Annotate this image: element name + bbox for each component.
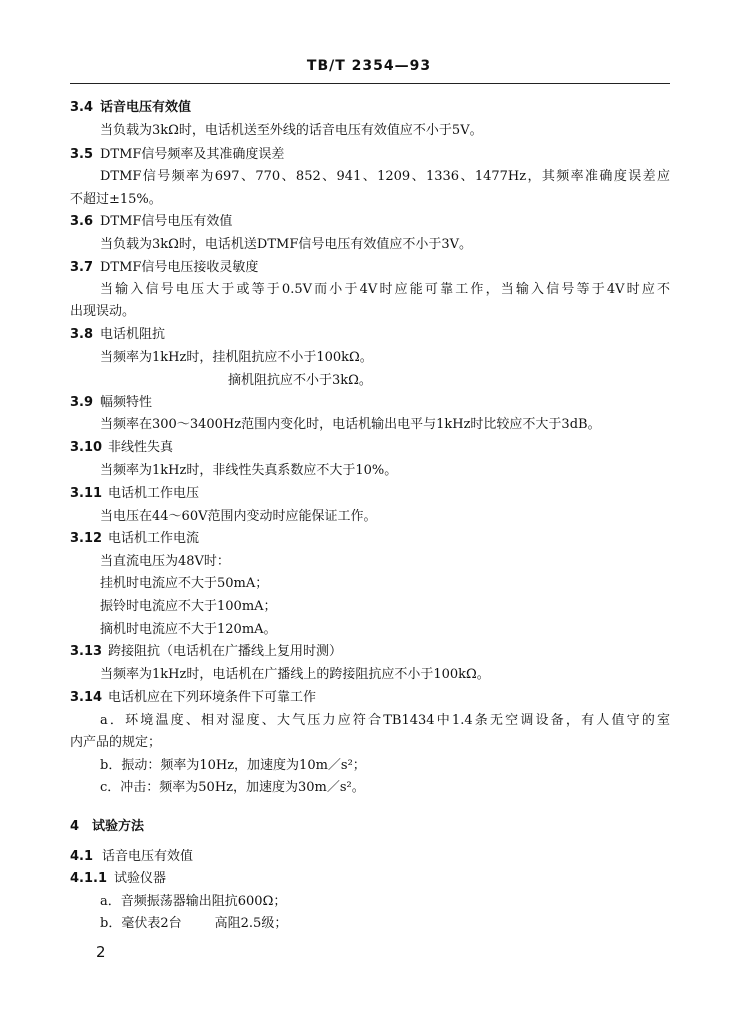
section-3-12-body-line1: 当直流电压为48V时： [100,554,230,569]
section-3-14-item-c: c．冲击：频率为50Hz，加速度为30m／s²。 [100,780,365,795]
section-3-9-heading: 3.9 幅频特性 [70,395,153,410]
section-3-6-body: 当负载为3kΩ时，电话机送DTMF信号电压有效值应不小于3V。 [100,237,473,252]
section-4-1-1-item-a: a．音频振荡器输出阻抗600Ω； [100,894,287,909]
section-3-9-body: 当频率在300～3400Hz范围内变化时，电话机输出电平与1kHz时比较应不大于3dB。 [100,417,601,432]
section-3-10-heading: 3.10 非线性失真 [70,440,174,455]
page-header: TB/T 2354—93 [306,58,432,74]
section-3-11-body: 当电压在44～60V范围内变动时应能保证工作。 [100,509,377,524]
section-3-5-body-line1: DTMF信号频率为697、770、852、941、1209、1336、1477Hz，其频率准确度误差应 [100,169,670,184]
section-4-1-heading: 4.1 话音电压有效值 [70,849,194,864]
section-4-1-1-item-b: b．毫伏表2台 高阻2.5级； [100,916,288,931]
section-3-5-body-line2: 不超过±15%。 [70,192,162,207]
section-3-13-heading: 3.13 跨接阻抗（电话机在广播线上复用时测） [70,644,343,659]
section-3-14-item-a-line1: a．环境温度、相对湿度、大气压力应符合TB1434中1.4条无空调设备，有人值守的室 [100,713,670,728]
header-rule [70,83,670,84]
section-3-4-body: 当负载为3kΩ时，电话机送至外线的话音电压有效值应不小于5V。 [100,123,483,138]
section-3-11-heading: 3.11 电话机工作电压 [70,486,200,501]
section-3-7-heading: 3.7 DTMF信号电压接收灵敏度 [70,260,259,275]
section-3-4-heading: 3.4 话音电压有效值 [70,100,192,115]
section-3-12-heading: 3.12 电话机工作电流 [70,531,200,546]
section-3-12-body-line2: 挂机时电流应不大于50mA； [100,576,269,591]
section-3-5-heading: 3.5 DTMF信号频率及其准确度误差 [70,147,285,162]
section-3-8-body-line1: 当频率为1kHz时，挂机阻抗应不小于100kΩ。 [100,350,373,365]
section-3-7-body-line1: 当输入信号电压大于或等于0.5V而小于4V时应能可靠工作，当输入信号等于4V时应不 [100,282,670,297]
section-3-13-body: 当频率为1kHz时，电话机在广播线上的跨接阻抗应不小于100kΩ。 [100,667,490,682]
section-3-12-body-line4: 摘机时电流应不大于120mA。 [100,622,277,637]
page-number: 2 [96,943,106,961]
section-3-10-body: 当频率为1kHz时，非线性失真系数应不大于10%。 [100,463,398,478]
section-3-14-item-b: b．振动：频率为10Hz，加速度为10m／s²； [100,758,366,773]
section-3-14-heading: 3.14 电话机应在下列环境条件下可靠工作 [70,690,317,705]
section-4-heading: 4 试验方法 [70,819,145,834]
section-3-12-body-line3: 振铃时电流应不大于100mA； [100,599,277,614]
section-3-14-item-a-line2: 内产品的规定； [70,735,162,750]
section-3-8-heading: 3.8 电话机阻抗 [70,327,166,342]
section-4-1-1-heading: 4.1.1 试验仪器 [70,871,167,886]
section-3-7-body-line2: 出现误动。 [70,304,136,319]
section-3-6-heading: 3.6 DTMF信号电压有效值 [70,214,233,229]
section-3-8-body-line2: 摘机阻抗应不小于3kΩ。 [228,373,372,388]
